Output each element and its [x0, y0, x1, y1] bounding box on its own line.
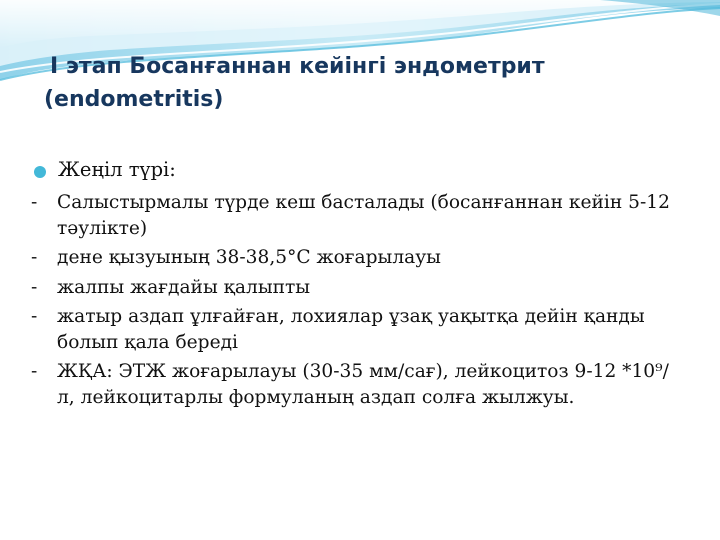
slide-content	[0, 156, 720, 414]
list-item	[0, 359, 677, 410]
dash-marker: -	[31, 361, 38, 382]
dash-marker: -	[31, 192, 38, 213]
title-line-2: (endometritis)	[44, 87, 224, 112]
list-item	[0, 190, 677, 241]
section-heading-text: Жеңіл түрі:	[58, 158, 176, 181]
title-line-1: I этап Босанғаннан кейінгі эндометрит	[50, 54, 545, 79]
list-item-text: дене қызуының 38-38,5°С жоғарылауы	[57, 247, 441, 268]
dash-marker: -	[31, 306, 38, 327]
slide-title	[44, 50, 684, 116]
list-item-text: жатыр аздап ұлғайған, лохиялар ұзақ уақытқа дейін қанды болып қала береді	[57, 306, 645, 353]
dash-marker: -	[31, 276, 38, 298]
list-item	[0, 275, 677, 301]
list-item-text: ЖҚА: ЭТЖ жоғарылауы (30-35 мм/сағ), лейкоцитоз 9-12 *10⁹/л, лейкоцитарлы формуланың аздап солға жылжуы.	[57, 361, 669, 408]
list-item-text: жалпы жағдайы қалыпты	[57, 276, 311, 298]
dash-marker: -	[31, 247, 38, 268]
section-heading	[0, 156, 720, 190]
list-item	[0, 245, 677, 271]
list-item	[0, 304, 677, 355]
bullet-dot-icon	[34, 166, 46, 178]
list-item-text: Салыстырмалы түрде кеш басталады (босанғаннан кейін 5-12 тәулікте)	[57, 192, 670, 239]
